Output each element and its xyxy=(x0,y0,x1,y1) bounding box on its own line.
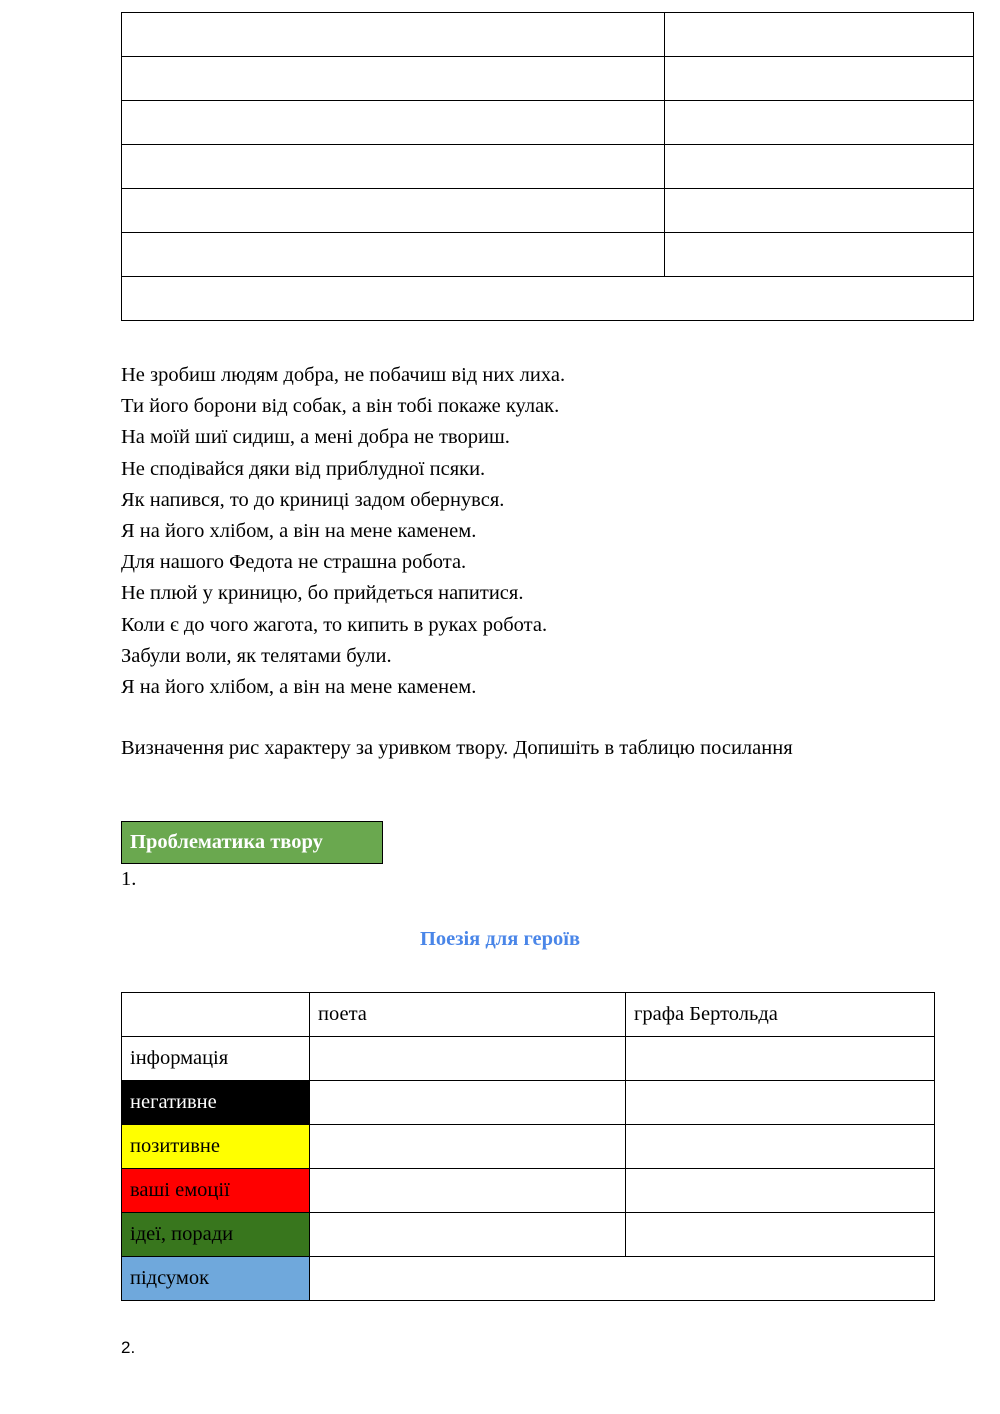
proverb-item: Коли є до чого жагота, то кипить в руках робота. xyxy=(121,613,548,636)
row-label-emotions: ваші емоції xyxy=(122,1169,310,1213)
answer-cell[interactable] xyxy=(122,189,665,233)
answer-cell[interactable] xyxy=(626,1037,935,1081)
answer-cell-wide[interactable] xyxy=(122,277,974,321)
row-label-positive: позитивне xyxy=(122,1125,310,1169)
proverb-item: Я на його хлібом, а він на мене каменем. xyxy=(121,520,477,543)
item-number-2: 2. xyxy=(121,1338,136,1357)
answer-cell[interactable] xyxy=(626,1169,935,1213)
answer-cell[interactable] xyxy=(665,13,974,57)
proverb-item: Ти його борони від собак, а він тобі покаже кулак. xyxy=(121,395,560,418)
proverb-item: Не зробиш людям добра, не побачиш від них лиха. xyxy=(121,364,566,386)
answer-cell-summary[interactable] xyxy=(310,1257,935,1301)
answer-cell[interactable] xyxy=(122,57,665,101)
answer-cell[interactable] xyxy=(626,1081,935,1125)
answer-cell[interactable] xyxy=(122,145,665,189)
row-label-negative: негативне xyxy=(122,1081,310,1125)
task-instruction: Визначення рис характеру за уривком твору. Допишіть в таблицю посилання xyxy=(121,737,793,759)
proverb-item: Як напився, то до криниці задом обернувся. xyxy=(121,488,505,511)
answer-cell[interactable] xyxy=(122,101,665,145)
proverb-list xyxy=(121,360,565,703)
item-number-1: 1. xyxy=(121,868,137,890)
header-cell-bertold: графа Бертольда xyxy=(626,993,935,1037)
answer-cell[interactable] xyxy=(665,57,974,101)
proverb-item: Не сподівайся дяки від приблудної пcяки. xyxy=(121,457,486,480)
hero-table xyxy=(121,992,935,1301)
top-answer-table xyxy=(121,12,974,321)
answer-cell[interactable] xyxy=(665,233,974,277)
answer-cell[interactable] xyxy=(122,13,665,57)
answer-cell[interactable] xyxy=(122,233,665,277)
header-cell-empty xyxy=(122,993,310,1037)
row-label-summary: підсумок xyxy=(122,1257,310,1301)
proverb-item: На моїй шиї сидиш, а мені добра не твориш. xyxy=(121,426,510,449)
proverb-item: Не плюй у криницю, бо прийдеться напитися. xyxy=(121,582,524,605)
row-label-info: інформація xyxy=(122,1037,310,1081)
answer-cell[interactable] xyxy=(626,1213,935,1257)
answer-cell[interactable] xyxy=(665,145,974,189)
answer-cell[interactable] xyxy=(310,1213,626,1257)
answer-cell[interactable] xyxy=(310,1037,626,1081)
answer-cell[interactable] xyxy=(310,1081,626,1125)
row-label-ideas: ідеї, поради xyxy=(122,1213,310,1257)
answer-cell[interactable] xyxy=(626,1125,935,1169)
answer-cell[interactable] xyxy=(310,1125,626,1169)
proverb-item: Забули воли, як телятами були. xyxy=(121,644,392,667)
answer-cell[interactable] xyxy=(665,189,974,233)
answer-cell[interactable] xyxy=(665,101,974,145)
problem-heading: Проблематика твору xyxy=(121,821,383,864)
section-title: Поезія для героїв xyxy=(419,928,581,950)
answer-cell[interactable] xyxy=(310,1169,626,1213)
proverb-item: Для нашого Федота не страшна робота. xyxy=(121,551,467,574)
header-cell-poet: поета xyxy=(310,993,626,1037)
proverb-item: Я на його хлібом, а він на мене каменем. xyxy=(121,676,477,699)
